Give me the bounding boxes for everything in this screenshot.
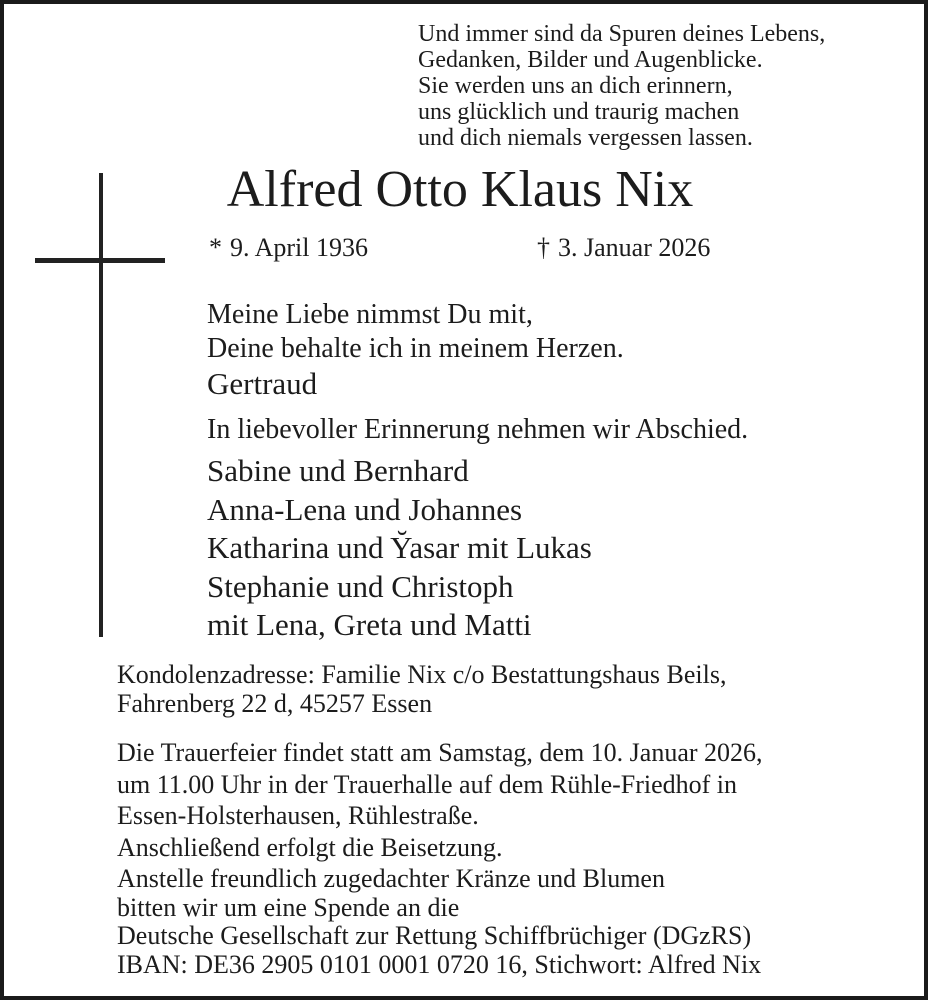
farewell-line: Deine behalte ich in meinem Herzen.	[207, 333, 624, 364]
family-member-line: Katharina und Y̆asar mit Lukas	[207, 530, 592, 565]
donation-line: Deutsche Gesellschaft zur Rettung Schiffbrüchiger (DGzRS)	[117, 921, 752, 950]
verse-line: und dich niemals vergessen lassen.	[418, 125, 753, 151]
verse-line: Gedanken, Bilder und Augenblicke.	[418, 47, 763, 73]
verse-line: uns glücklich und traurig machen	[418, 99, 740, 125]
page-title-deceased-name: Alfred Otto Klaus Nix	[226, 161, 694, 218]
farewell-line: Meine Liebe nimmst Du mit,	[207, 299, 533, 330]
mourning-intro: In liebevoller Erinnerung nehmen wir Abschied.	[207, 414, 749, 445]
family-member-line: Stephanie und Christoph	[207, 568, 514, 604]
donation-request	[117, 865, 761, 979]
condolence-line: Fahrenberg 22 d, 45257 Essen	[117, 689, 433, 718]
birth-date: 9. April 1936	[230, 233, 368, 262]
widow-signature: Gertraud	[207, 366, 318, 401]
verse-line: Sie werden uns an dich erinnern,	[418, 73, 733, 99]
condolence-line: Kondolenzadresse: Familie Nix c/o Bestattungshaus Beils,	[117, 660, 727, 689]
service-line: Die Trauerfeier findet statt am Samstag, dem 10. Januar 2026,	[117, 738, 763, 767]
family-member-line: Anna-Lena und Johannes	[207, 491, 523, 527]
life-dates-row	[0, 233, 928, 269]
birth-star-symbol: *	[209, 233, 222, 262]
verse-line: Und immer sind da Spuren deines Lebens,	[418, 21, 826, 47]
mourning-family-list	[207, 452, 592, 645]
birth-date-group	[209, 233, 368, 263]
donation-line: Anstelle freundlich zugedachter Kränze und Blumen	[117, 864, 665, 893]
family-member-line: mit Lena, Greta und Matti	[207, 607, 532, 642]
opening-verse	[418, 21, 825, 151]
condolence-address	[117, 660, 726, 718]
service-line: um 11.00 Uhr in der Trauerhalle auf dem Rühle-Friedhof in	[117, 769, 738, 799]
donation-line: bitten wir um eine Spende an die	[117, 892, 460, 922]
death-dagger-icon: †	[537, 233, 550, 262]
service-line: Essen-Holsterhausen, Rühlestraße.	[117, 801, 479, 830]
family-member-line: Sabine und Bernhard	[207, 453, 469, 488]
farewell-words	[207, 298, 624, 366]
burial-note: Anschließend erfolgt die Beisetzung.	[117, 833, 503, 862]
donation-line: IBAN: DE36 2905 0101 0001 0720 16, Stichwort: Alfred Nix	[117, 949, 762, 979]
death-date: 3. Januar 2026	[558, 233, 711, 262]
funeral-service-info	[117, 737, 763, 832]
death-date-group	[537, 233, 710, 263]
